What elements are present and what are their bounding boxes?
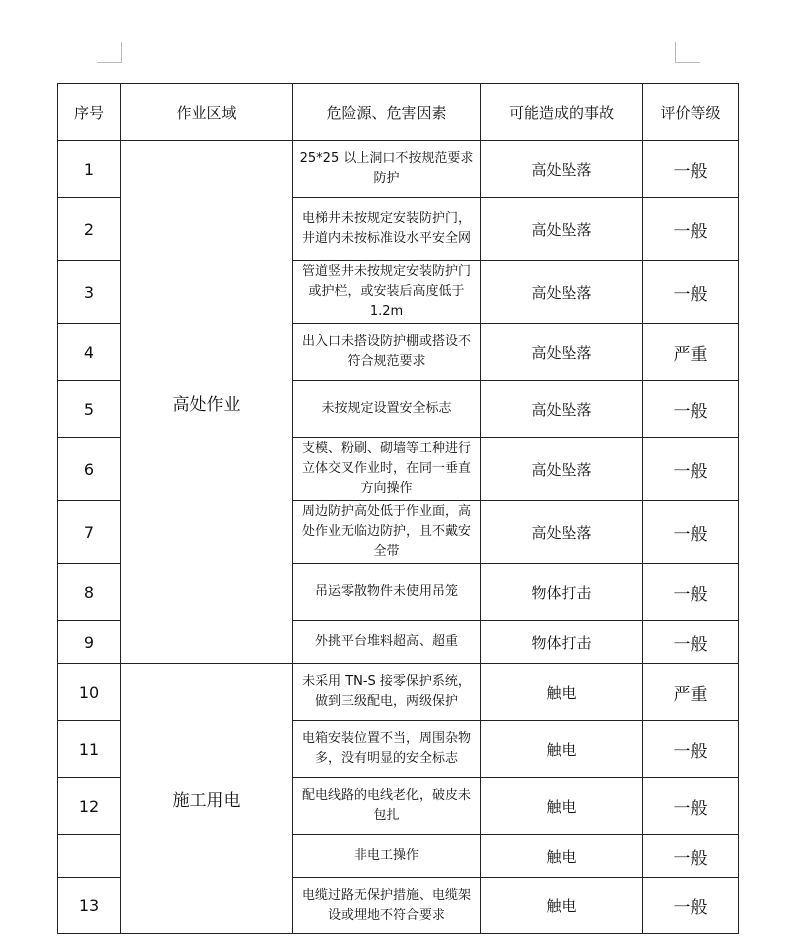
accident-cell: 触电 xyxy=(481,721,643,778)
accident-cell: 高处坠落 xyxy=(481,501,643,564)
hazard-cell: 周边防护高处低于作业面，高处作业无临边防护，且不戴安全带 xyxy=(293,501,481,564)
level-cell: 一般 xyxy=(643,198,739,261)
accident-cell: 物体打击 xyxy=(481,621,643,664)
row-number: 7 xyxy=(58,501,121,564)
level-cell: 一般 xyxy=(643,721,739,778)
level-cell: 一般 xyxy=(643,564,739,621)
row-number: 9 xyxy=(58,621,121,664)
area-cell: 高处作业 xyxy=(121,141,293,664)
level-cell: 一般 xyxy=(643,438,739,501)
header-no: 序号 xyxy=(58,84,121,141)
row-number: 12 xyxy=(58,778,121,835)
level-cell: 一般 xyxy=(643,501,739,564)
hazard-cell: 非电工操作 xyxy=(293,835,481,878)
hazard-cell: 支模、粉刷、砌墙等工种进行立体交叉作业时，在同一垂直方向操作 xyxy=(293,438,481,501)
level-cell: 一般 xyxy=(643,261,739,324)
hazard-cell: 电梯井未按规定安装防护门，井道内未按标准设水平安全网 xyxy=(293,198,481,261)
row-number: 13 xyxy=(58,878,121,934)
row-number: 3 xyxy=(58,261,121,324)
level-cell: 严重 xyxy=(643,664,739,721)
row-number: 10 xyxy=(58,664,121,721)
hazard-cell: 未按规定设置安全标志 xyxy=(293,381,481,438)
accident-cell: 高处坠落 xyxy=(481,198,643,261)
accident-cell: 触电 xyxy=(481,664,643,721)
row-number: 1 xyxy=(58,141,121,198)
accident-cell: 高处坠落 xyxy=(481,261,643,324)
accident-cell: 高处坠落 xyxy=(481,141,643,198)
accident-cell: 高处坠落 xyxy=(481,381,643,438)
accident-cell: 高处坠落 xyxy=(481,438,643,501)
table-row xyxy=(58,664,739,721)
row-number: 11 xyxy=(58,721,121,778)
hazard-cell: 25*25 以上洞口不按规范要求防护 xyxy=(293,141,481,198)
level-cell: 一般 xyxy=(643,621,739,664)
header-area: 作业区域 xyxy=(121,84,293,141)
hazard-cell: 吊运零散物件未使用吊笼 xyxy=(293,564,481,621)
hazard-cell: 电箱安装位置不当，周围杂物多，没有明显的安全标志 xyxy=(293,721,481,778)
row-number: 8 xyxy=(58,564,121,621)
level-cell: 一般 xyxy=(643,778,739,835)
accident-cell: 触电 xyxy=(481,835,643,878)
row-number xyxy=(58,835,121,878)
header-hazard: 危险源、危害因素 xyxy=(293,84,481,141)
table-header-row xyxy=(58,84,739,141)
row-number: 6 xyxy=(58,438,121,501)
table-row xyxy=(58,141,739,198)
accident-cell: 物体打击 xyxy=(481,564,643,621)
hazard-cell: 配电线路的电线老化，破皮未包扎 xyxy=(293,778,481,835)
hazard-cell: 未采用 TN-S 接零保护系统，做到三级配电，两级保护 xyxy=(293,664,481,721)
accident-cell: 触电 xyxy=(481,878,643,934)
level-cell: 一般 xyxy=(643,878,739,934)
page-margin-mark-right xyxy=(675,42,700,63)
hazard-cell: 外挑平台堆料超高、超重 xyxy=(293,621,481,664)
hazard-cell: 出入口未搭设防护棚或搭设不符合规范要求 xyxy=(293,324,481,381)
area-cell: 施工用电 xyxy=(121,664,293,934)
accident-cell: 高处坠落 xyxy=(481,324,643,381)
level-cell: 一般 xyxy=(643,141,739,198)
accident-cell: 触电 xyxy=(481,778,643,835)
header-level: 评价等级 xyxy=(643,84,739,141)
hazard-cell: 电缆过路无保护措施、电缆架设或埋地不符合要求 xyxy=(293,878,481,934)
hazard-cell: 管道竖井未按规定安装防护门或护栏，或安装后高度低于 1.2m xyxy=(293,261,481,324)
row-number: 5 xyxy=(58,381,121,438)
level-cell: 严重 xyxy=(643,324,739,381)
level-cell: 一般 xyxy=(643,381,739,438)
hazard-table xyxy=(57,83,739,934)
level-cell: 一般 xyxy=(643,835,739,878)
row-number: 4 xyxy=(58,324,121,381)
header-accident: 可能造成的事故 xyxy=(481,84,643,141)
row-number: 2 xyxy=(58,198,121,261)
page-margin-mark-left xyxy=(97,42,122,63)
